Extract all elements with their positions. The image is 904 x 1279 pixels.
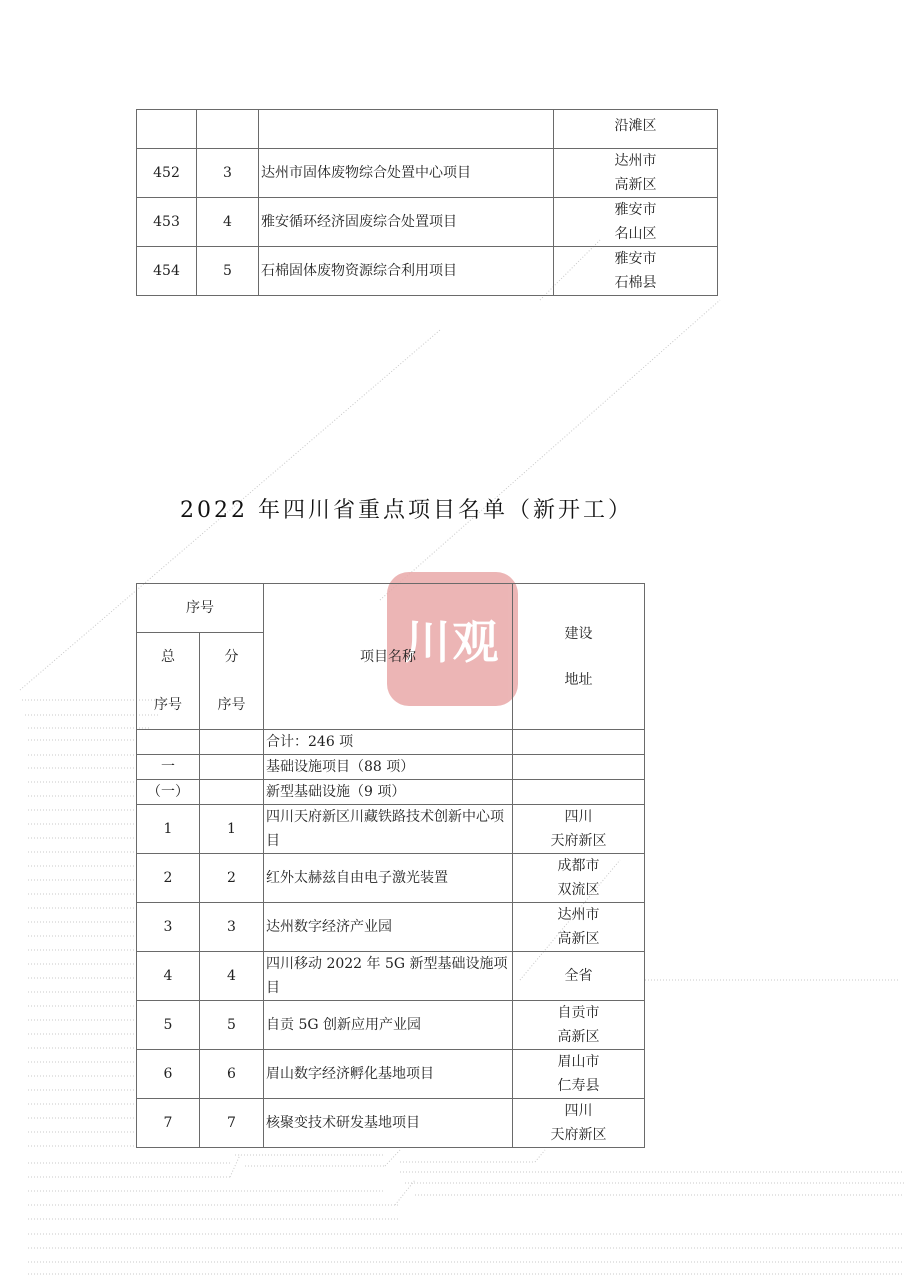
sub-seq-cell	[200, 755, 264, 780]
total-seq-cell	[137, 730, 200, 755]
location-line: 高新区	[557, 1029, 600, 1045]
location-line: 达州市	[614, 153, 657, 169]
table-row	[137, 247, 718, 296]
total-seq-cell: 452	[137, 149, 197, 198]
location-cell	[554, 198, 718, 247]
table-row	[137, 903, 645, 952]
sub-seq-cell: 4	[197, 198, 259, 247]
table-row	[137, 198, 718, 247]
sub-seq-cell: 1	[200, 805, 264, 854]
total-seq-cell: 453	[137, 198, 197, 247]
header-sub-seq-line: 序号	[217, 697, 246, 713]
total-seq-cell: 3	[137, 903, 200, 952]
header-total-seq-line: 总	[161, 649, 175, 665]
sub-seq-cell	[197, 110, 259, 149]
sub-seq-cell	[200, 730, 264, 755]
location-line: 自贡市	[557, 1005, 600, 1021]
total-seq-cell: 5	[137, 1001, 200, 1050]
location-cell	[513, 730, 645, 755]
location-line: 四川	[564, 1103, 593, 1119]
sub-seq-cell: 3	[200, 903, 264, 952]
location-line: 成都市	[557, 858, 600, 874]
location-line: 石棉县	[614, 275, 657, 291]
summary-row	[137, 780, 645, 805]
location-cell	[513, 1050, 645, 1099]
total-seq-cell: 6	[137, 1050, 200, 1099]
project-name-cell: 达州市固体废物综合处置中心项目	[259, 149, 554, 198]
table-row	[137, 110, 718, 149]
total-seq-cell: 454	[137, 247, 197, 296]
location-cell	[554, 149, 718, 198]
sub-seq-cell	[200, 780, 264, 805]
header-sub-seq-line: 分	[224, 649, 239, 665]
project-name-cell: 新型基础设施（9 项）	[264, 780, 513, 805]
project-name-cell	[259, 110, 554, 149]
total-seq-cell: （一）	[137, 780, 200, 805]
summary-row	[137, 730, 645, 755]
location-line: 天府新区	[550, 1127, 607, 1143]
location-line: 雅安市	[614, 202, 657, 218]
location-line: 仁寿县	[557, 1078, 600, 1094]
location-line: 眉山市	[557, 1054, 600, 1070]
header-total-seq	[137, 633, 200, 730]
table-row	[137, 1050, 645, 1099]
total-seq-cell: 4	[137, 952, 200, 1001]
location-cell	[513, 854, 645, 903]
header-location	[513, 584, 645, 730]
header-location-line: 建设	[564, 625, 593, 642]
project-name-cell: 红外太赫兹自由电子激光装置	[264, 854, 513, 903]
location-line: 双流区	[557, 882, 600, 898]
header-total-seq-line: 序号	[154, 697, 182, 713]
table-row	[137, 1099, 645, 1148]
location-line: 沿滩区	[614, 118, 657, 134]
sub-seq-cell: 5	[197, 247, 259, 296]
document-title: 2022 年四川省重点项目名单（新开工）	[180, 498, 633, 523]
header-row	[137, 584, 645, 633]
total-seq-cell: 7	[137, 1099, 200, 1148]
header-project-name: 项目名称	[264, 584, 513, 730]
continuation-table	[136, 109, 718, 296]
project-name-cell: 自贡 5G 创新应用产业园	[264, 1001, 513, 1050]
table-row	[137, 854, 645, 903]
location-line: 名山区	[614, 226, 657, 242]
location-cell	[554, 110, 718, 149]
project-name-cell: 四川天府新区川藏铁路技术创新中心项目	[264, 805, 513, 854]
location-cell	[513, 903, 645, 952]
location-cell	[513, 780, 645, 805]
project-name-cell: 雅安循环经济固废综合处置项目	[259, 198, 554, 247]
table-row	[137, 805, 645, 854]
project-name-cell: 达州数字经济产业园	[264, 903, 513, 952]
sub-seq-cell: 5	[200, 1001, 264, 1050]
project-name-cell: 眉山数字经济孵化基地项目	[264, 1050, 513, 1099]
project-name-cell: 四川移动 2022 年 5G 新型基础设施项目	[264, 952, 513, 1001]
project-list-table	[136, 583, 645, 1148]
summary-row	[137, 755, 645, 780]
header-seq: 序号	[137, 584, 264, 633]
sub-seq-cell: 7	[200, 1099, 264, 1148]
location-line: 全省	[564, 968, 593, 984]
location-cell	[513, 952, 645, 1001]
sub-seq-cell: 3	[197, 149, 259, 198]
total-seq-cell: 1	[137, 805, 200, 854]
project-name-cell: 核聚变技术研发基地项目	[264, 1099, 513, 1148]
table-row	[137, 1001, 645, 1050]
sub-seq-cell: 6	[200, 1050, 264, 1099]
project-name-cell: 合计：246 项	[264, 730, 513, 755]
header-sub-seq	[200, 633, 264, 730]
location-cell	[513, 755, 645, 780]
location-cell	[513, 1099, 645, 1148]
sub-seq-cell: 4	[200, 952, 264, 1001]
location-line: 四川	[564, 809, 593, 825]
location-cell	[513, 805, 645, 854]
table-row	[137, 952, 645, 1001]
location-line: 高新区	[557, 931, 600, 947]
total-seq-cell: 一	[137, 755, 200, 780]
location-line: 高新区	[614, 177, 657, 193]
header-location-line: 地址	[564, 671, 593, 688]
location-cell	[513, 1001, 645, 1050]
location-line: 达州市	[557, 907, 600, 923]
sub-seq-cell: 2	[200, 854, 264, 903]
watermark-text: 川观	[404, 615, 501, 669]
location-line: 天府新区	[550, 833, 607, 849]
table-row	[137, 149, 718, 198]
project-name-cell: 石棉固体废物资源综合利用项目	[259, 247, 554, 296]
location-cell	[554, 247, 718, 296]
location-line: 雅安市	[614, 251, 657, 267]
project-name-cell: 基础设施项目（88 项）	[264, 755, 513, 780]
total-seq-cell	[137, 110, 197, 149]
total-seq-cell: 2	[137, 854, 200, 903]
